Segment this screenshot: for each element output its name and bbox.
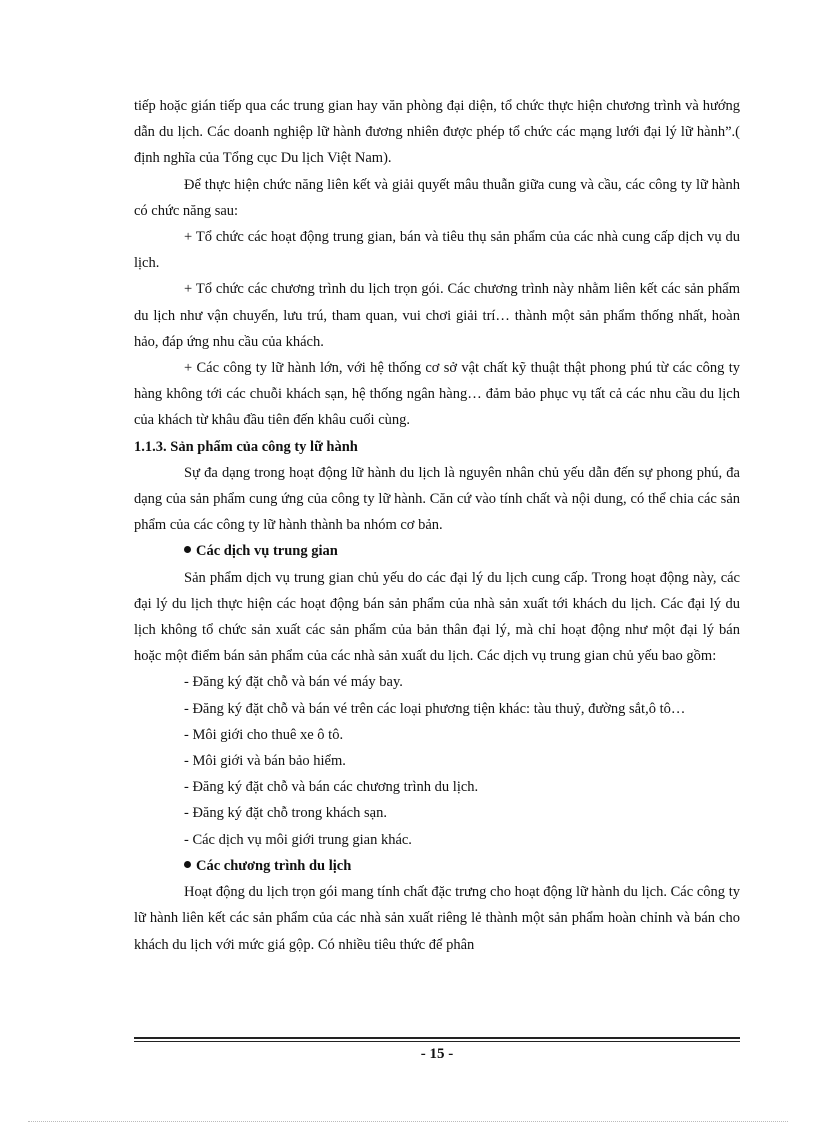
bullet-heading-text: Các chương trình du lịch [196,857,352,874]
document-body [134,93,740,958]
list-item: - Đăng ký đặt chỗ trong khách sạn. [184,805,387,822]
bullet-heading-text: Các dịch vụ trung gian [196,543,338,560]
list-item: - Môi giới cho thuê xe ô tô. [184,726,344,743]
page-edge-divider [28,1121,788,1122]
section-heading: 1.1.3. Sản phẩm của công ty lữ hành [134,438,358,455]
list-item: - Đăng ký đặt chỗ và bán vé trên các loại phương tiện khác: tàu thuỷ, đường sắt,ô tô… [184,700,686,717]
bullet-icon [184,861,191,868]
footer-rule-thin [134,1041,740,1042]
bullet-icon [184,546,191,553]
paragraph: Sản phẩm dịch vụ trung gian chủ yếu do các đại lý du lịch cung cấp. Trong hoạt động này, các đại lý du lịch thực hiện các hoạt động bán sản phẩm của nhà sản xuất tới khách du lịch. Các đại lý du lịch không tổ chức sản xuất các sản phẩm của bản thân đại lý, mà chỉ hoạt động như một đại lý bán hoặc một điểm bán sản phẩm của các nhà sản xuất du lịch. Các dịch vụ trung gian chủ yếu bao gồm: [134,569,740,665]
bullet-heading [134,853,740,879]
paragraph: + Các công ty lữ hành lớn, với hệ thống cơ sở vật chất kỹ thuật thật phong phú từ các công ty hàng không tới các chuỗi khách sạn, hệ thống ngân hàng… đảm bảo phục vụ tất cả các nhu cầu du lịch của khách từ khâu đầu tiên đến khâu cuối cùng. [134,360,740,429]
paragraph: Sự đa dạng trong hoạt động lữ hành du lịch là nguyên nhân chủ yếu dẫn đến sự phong phú, đa dạng của sản phẩm cung ứng của công ty lữ hành. Căn cứ vào tính chất và nội dung, có thể chia các sản phẩm của các công ty lữ hành thành ba nhóm cơ bản. [134,464,740,534]
page-number: - 15 - [420,1046,454,1062]
paragraph: Để thực hiện chức năng liên kết và giải quyết mâu thuẫn giữa cung và cầu, các công ty lữ hành có chức năng sau: [134,176,740,219]
footer-rule [134,1037,740,1039]
paragraph: + Tổ chức các hoạt động trung gian, bán và tiêu thụ sản phẩm của các nhà cung cấp dịch vụ du lịch. [134,229,740,272]
paragraph: tiếp hoặc gián tiếp qua các trung gian hay văn phòng đại diện, tổ chức thực hiện chương trình và hướng dẫn du lịch. Các doanh nghiệp lữ hành đương nhiên được phép tổ chức các mạng lưới đại lý lữ hành”.( định nghĩa của Tổng cục Du lịch Việt Nam). [134,98,740,167]
list-item: - Đăng ký đặt chỗ và bán các chương trình du lịch. [184,779,479,796]
list-item: - Đăng ký đặt chỗ và bán vé máy bay. [184,674,403,691]
list-item: - Các dịch vụ môi giới trung gian khác. [184,831,412,848]
paragraph: + Tổ chức các chương trình du lịch trọn gói. Các chương trình này nhằm liên kết các sản phẩm du lịch như vận chuyển, lưu trú, tham quan, vui chơi giải trí… thành một sản phẩm thống nhất, hoàn hảo, đáp ứng nhu cầu của khách. [134,281,740,350]
list-item: - Môi giới và bán bảo hiểm. [184,753,346,770]
bullet-heading [134,538,740,564]
paragraph: Hoạt động du lịch trọn gói mang tính chất đặc trưng cho hoạt động lữ hành du lịch. Các công ty lữ hành liên kết các sản phẩm của các nhà sản xuất riêng lẻ thành một sản phẩm hoàn chỉnh và bán cho khách du lịch với mức giá gộp. Có nhiều tiêu thức để phân [134,884,740,953]
